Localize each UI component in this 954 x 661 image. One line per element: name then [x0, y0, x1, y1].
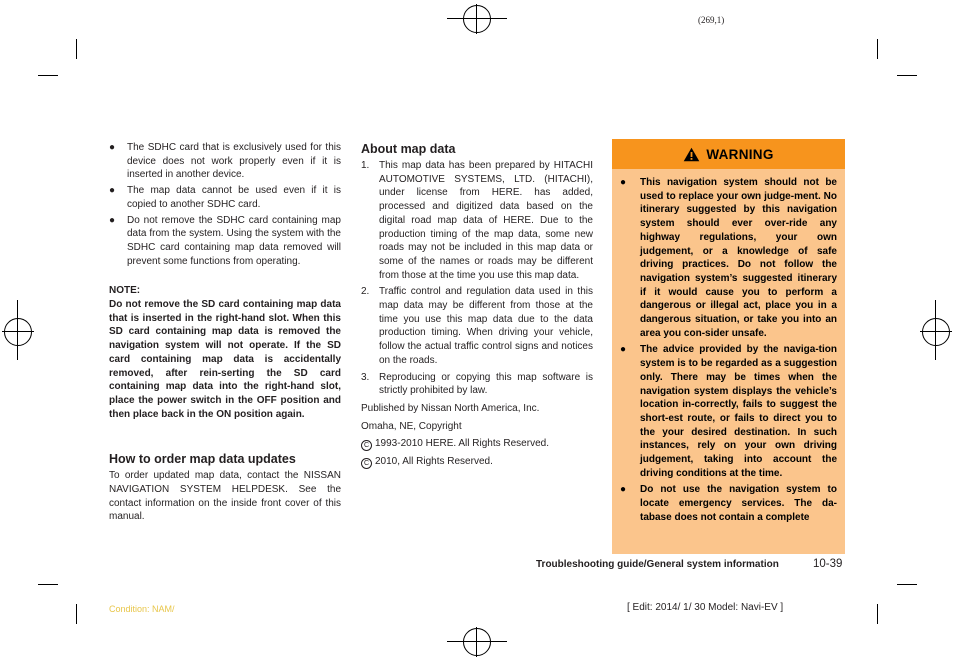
list-item: [109, 184, 341, 211]
edit-info: [ Edit: 2014/ 1/ 30 Model: Navi-EV ]: [627, 602, 784, 613]
bullet-icon: ●: [109, 185, 116, 197]
bullet-text: Do not remove the SDHC card containing map data from the system. Using the system with the SDHC card containing map data removed will prevent some functions from operating.: [127, 214, 341, 267]
list-item: [109, 141, 341, 182]
bullet-icon: ●: [620, 177, 627, 188]
item-number: 2.: [361, 286, 370, 298]
warning-triangle-icon: [683, 147, 700, 162]
item-number: 1.: [361, 160, 370, 171]
warning-text: The advice provided by the naviga-tion system is to be regarded as a suggestion only. There may be times when the navigation system displays the vehicle’s location in-correctly, fails to suggest the short-est route, or fails to direct you to the your desired destination. In such instances, rely on your own driving judgement, taking into account the driving conditions at the time.: [640, 344, 837, 479]
bullet-icon: ●: [109, 214, 116, 226]
item-text: This map data has been prepared by HITACHI AUTOMOTIVE SYSTEMS, LTD. (HITACHI), under license from HERE. has added, processed and digitized data based on the digital road map data of HERE. Due to the production timing of the map data, some new roads may not be included in this map data or some of the names or roads may be different from those at the time you use this map data.: [379, 160, 593, 281]
item-text: Traffic control and regulation data used in this map data may be different from those at the time you use this map data due to the data production timing. When driving your vehicle, follow the actual traffic control signs and notices on the roads.: [379, 286, 593, 366]
warning-text: This navigation system should not be used to replace your own judge-ment. No itinerary suggested by this navigation system should ever over-ride any highway regulations, your own judgement, or a knowledge of safe driving practices. Do not follow the navigation system’s suggested itinerary if it would cause you to perform a dangerous or illegal act, place you in a dangerous situation, or take you into an area you con-sider unsafe.: [640, 177, 837, 339]
item-text: Reproducing or copying this map software is strictly prohibited by law.: [379, 371, 593, 397]
list-item: [109, 214, 341, 269]
copyright-text: 1993-2010 HERE. All Rights Reserved.: [375, 438, 549, 450]
numbered-item: [361, 371, 593, 398]
warning-header: [612, 139, 845, 169]
bullet-text: The map data cannot be used even if it is copied to another SDHC card.: [127, 185, 341, 210]
left-column: [109, 141, 341, 524]
numbered-item: [361, 285, 593, 367]
copyright-icon: C: [361, 440, 372, 451]
order-text: To order updated map data, contact the NISSAN NAVIGATION SYSTEM HELPDESK. See the contact information on the inside front cover of this manual.: [109, 470, 341, 523]
list-item: [620, 176, 837, 340]
numbered-item: [361, 159, 593, 282]
bullet-icon: ●: [620, 484, 627, 496]
location-line: Omaha, NE, Copyright: [361, 420, 462, 432]
list-item: [620, 343, 837, 480]
item-number: 3.: [361, 371, 370, 383]
note-label: NOTE:: [109, 285, 141, 297]
about-map-heading: About map data: [361, 142, 456, 156]
bullet-icon: ●: [620, 344, 627, 356]
published-line: Published by Nissan North America, Inc.: [361, 402, 540, 414]
middle-column: [361, 141, 593, 469]
warning-text: Do not use the navigation system to locate emergency services. The da-tabase does not contain a complete: [640, 484, 837, 523]
page-number: 10-39: [813, 558, 843, 570]
list-item: [620, 483, 837, 524]
warning-box: [612, 139, 845, 554]
note-text: Do not remove the SD card containing map data that is inserted in the right-hand slot. When this SD card containing map data is removed the navigation system will not operate. If the SD card containing map data is accidentally removed, after rein-serting the SD card containing map data into the right-hand slot, place the power switch in the OFF position and then place back in the ON position again.: [109, 299, 341, 420]
page-code: (269,1): [698, 15, 725, 25]
footer-section-title: Troubleshooting guide/General system information: [536, 559, 779, 570]
bullet-text: The SDHC card that is exclusively used for this device does not work properly even if it is inserted in another device.: [127, 142, 341, 181]
bullet-icon: ●: [109, 142, 116, 153]
condition-label: Condition: NAM/: [109, 604, 175, 614]
copyright-line-1: [361, 437, 593, 451]
note-block: [109, 284, 341, 421]
copyright-text: 2010, All Rights Reserved.: [375, 456, 493, 468]
warning-title: WARNING: [706, 146, 774, 162]
copyright-icon: C: [361, 458, 372, 469]
order-heading: How to order map data updates: [109, 452, 296, 467]
warning-body: [612, 169, 845, 525]
copyright-line-2: [361, 455, 593, 469]
